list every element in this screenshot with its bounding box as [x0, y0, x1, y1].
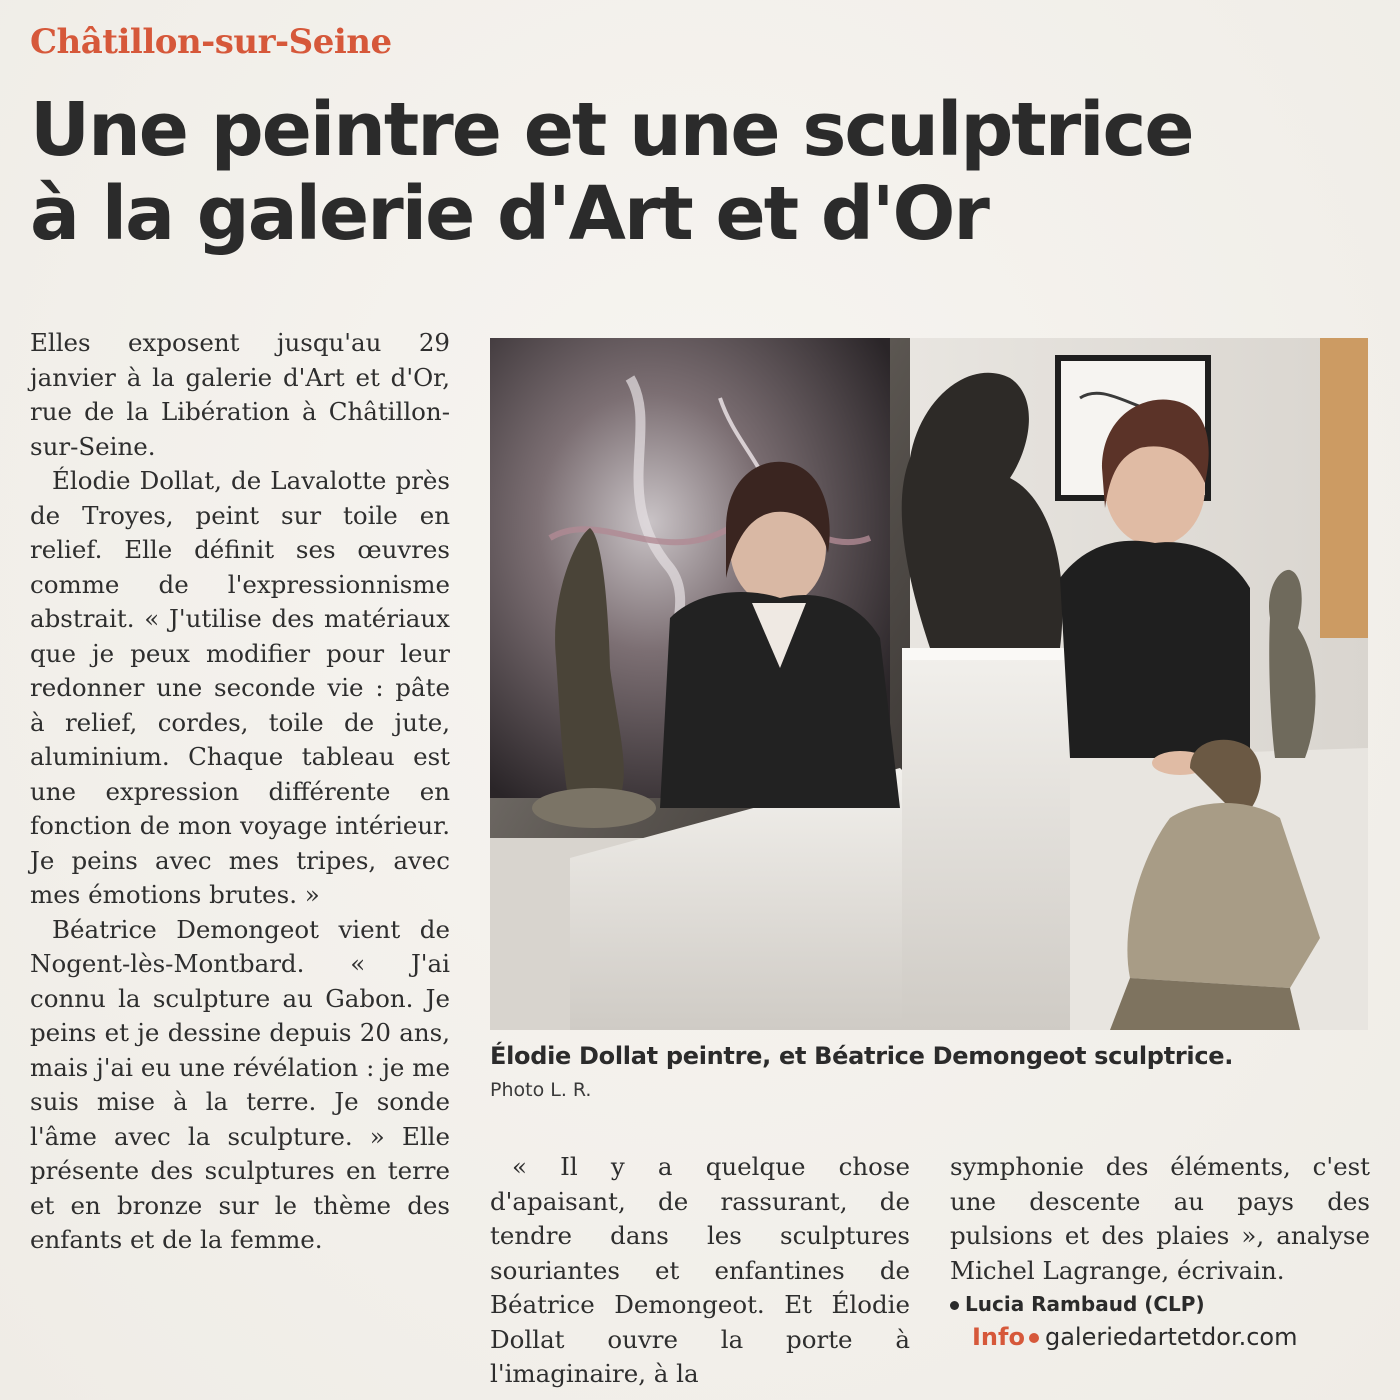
info-bullet-icon: [1029, 1333, 1039, 1343]
info-label: Info: [972, 1323, 1025, 1351]
article-column-2: [490, 1150, 910, 1392]
headline-line-1: Une peintre et une sculptrice: [30, 87, 1193, 173]
headline-line-2: à la galerie d'Art et d'Or: [30, 171, 988, 257]
paragraph-intro: Elles exposent jusqu'au 29 janvier à la galerie d'Art et d'Or, rue de la Libération à Châtillon-sur-Seine.: [30, 328, 450, 461]
article-photo: [490, 338, 1368, 1030]
gallery-photo-illustration: [490, 338, 1368, 1030]
photo-caption: Élodie Dollat peintre, et Béatrice Demongeot sculptrice.: [490, 1042, 1234, 1070]
paragraph-quote: « Il y a quelque chose d'apaisant, de rassurant, de tendre dans les sculptures souriantes et enfantines de Béatrice Demongeot. Et Élodie Dollat ouvre la porte à l'imaginaire, à la: [490, 1152, 910, 1388]
paragraph-quote-end: symphonie des éléments, c'est une descente au pays des pulsions et des plaies », analyse Michel Lagrange, écrivain.: [950, 1152, 1370, 1285]
author-byline: [950, 1292, 1205, 1316]
photo-credit: Photo L. R.: [490, 1079, 592, 1101]
author-name: Lucia Rambaud (CLP): [965, 1292, 1205, 1316]
paragraph-elodie: Élodie Dollat, de Lavalotte près de Troyes, peint sur toile en relief. Elle définit ses œuvres comme de l'expressionnisme abstrait. « J'utilise des matériaux que je peux modifier pour leur redonner une seconde vie : pâte à relief, cordes, toile de jute, aluminium. Chaque tableau est une expression différente en fonction de mon voyage intérieur. Je peins avec mes tripes, avec mes émotions brutes. »: [30, 466, 450, 909]
article-column-3: [950, 1150, 1370, 1288]
headline: [30, 88, 1370, 256]
bullet-icon: [950, 1301, 959, 1310]
section-kicker: Châtillon-sur-Seine: [30, 22, 392, 62]
paragraph-beatrice: Béatrice Demongeot vient de Nogent-lès-Montbard. « J'ai connu la sculpture au Gabon. Je peins et je dessine depuis 20 ans, mais j'ai eu une révélation : je me suis mise à la terre. Je sonde l'âme avec la sculpture. » Elle présente des sculptures en terre et en bronze sur le thème des enfants et de la femme.: [30, 914, 450, 1254]
article-column-1: [30, 326, 450, 1258]
website-link[interactable]: galeriedartetdor.com: [1044, 1323, 1298, 1351]
info-line: [972, 1323, 1298, 1351]
